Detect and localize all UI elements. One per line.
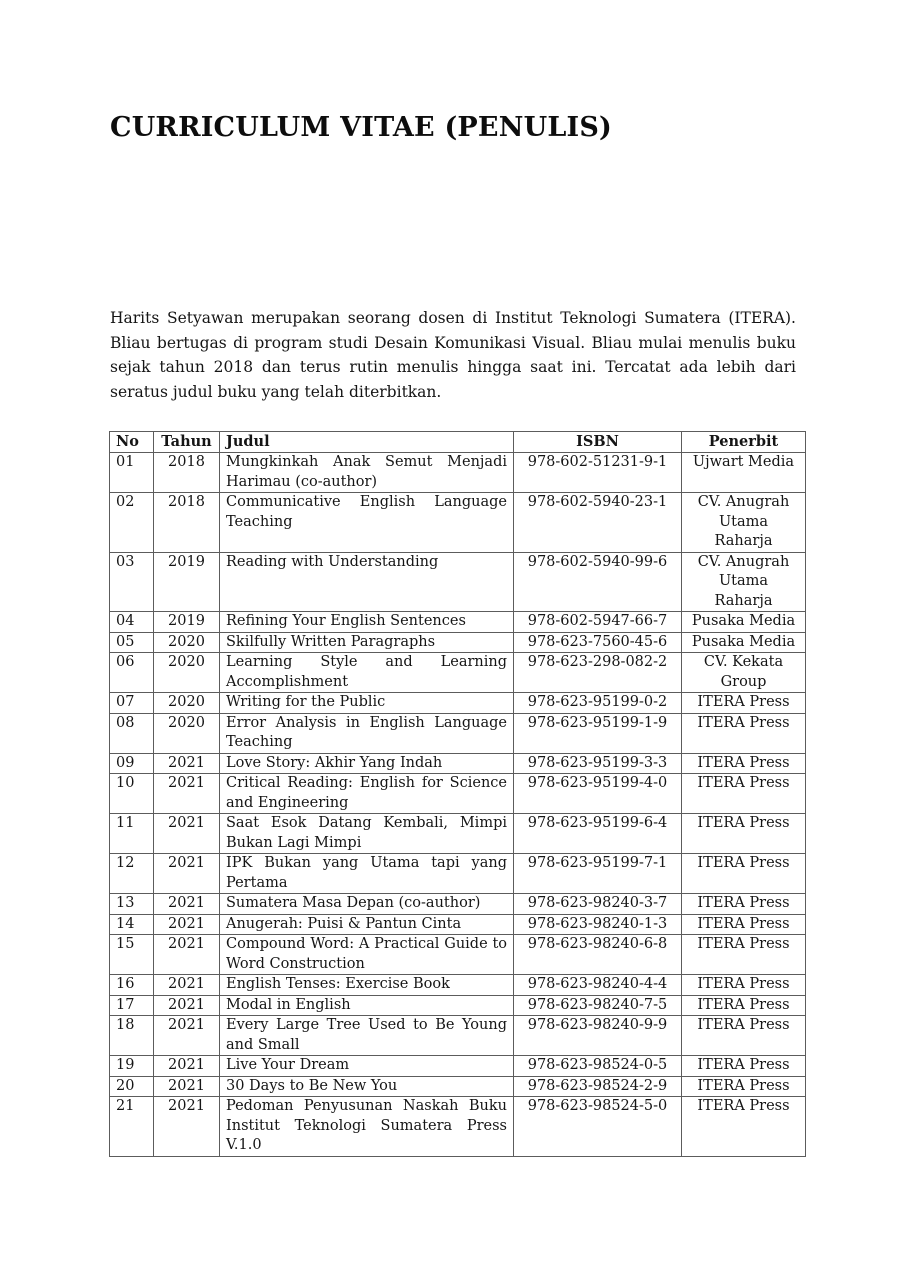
header-isbn: ISBN [514,432,682,453]
table-row [110,713,806,753]
cell-publisher: ITERA Press [682,914,806,935]
cell-no: 19 [110,1056,154,1077]
cell-year: 2018 [154,493,220,553]
table-row [110,1016,806,1056]
cell-isbn: 978-623-95199-7-1 [514,854,682,894]
cell-isbn: 978-623-98240-3-7 [514,894,682,915]
cell-title: Compound Word: A Practical Guide to Word Construction [220,935,514,975]
cell-isbn: 978-623-98524-5-0 [514,1097,682,1157]
cell-no: 12 [110,854,154,894]
cell-isbn: 978-623-95199-0-2 [514,693,682,714]
cell-no: 05 [110,632,154,653]
cell-isbn: 978-623-95199-4-0 [514,774,682,814]
cell-no: 08 [110,713,154,753]
cell-publisher: ITERA Press [682,693,806,714]
cell-isbn: 978-623-98240-9-9 [514,1016,682,1056]
cell-isbn: 978-623-95199-3-3 [514,753,682,774]
cell-title: Pedoman Penyusunan Naskah Buku Institut Teknologi Sumatera Press V.1.0 [220,1097,514,1157]
cell-publisher: ITERA Press [682,1076,806,1097]
cell-no: 17 [110,995,154,1016]
table-row [110,814,806,854]
cell-title: Writing for the Public [220,693,514,714]
cell-publisher: ITERA Press [682,995,806,1016]
cell-isbn: 978-602-5940-23-1 [514,493,682,553]
table-row [110,493,806,553]
cell-year: 2018 [154,453,220,493]
cell-year: 2021 [154,935,220,975]
books-table [109,431,806,1157]
cell-no: 09 [110,753,154,774]
cell-publisher: CV. Kekata Group [682,653,806,693]
table-row [110,995,806,1016]
table-row [110,975,806,996]
table-row [110,552,806,612]
cell-title: IPK Bukan yang Utama tapi yang Pertama [220,854,514,894]
cell-publisher: ITERA Press [682,854,806,894]
cell-publisher: Pusaka Media [682,612,806,633]
page-title: CURRICULUM VITAE (PENULIS) [110,112,613,143]
cell-isbn: 978-623-98240-1-3 [514,914,682,935]
cell-title: Saat Esok Datang Kembali, Mimpi Bukan Lagi Mimpi [220,814,514,854]
cell-year: 2020 [154,693,220,714]
cell-title: Critical Reading: English for Science and Engineering [220,774,514,814]
cell-year: 2019 [154,612,220,633]
table-row [110,774,806,814]
cell-year: 2021 [154,894,220,915]
cell-title: 30 Days to Be New You [220,1076,514,1097]
table-row [110,1076,806,1097]
cell-no: 15 [110,935,154,975]
header-title: Judul [220,432,514,453]
cell-publisher: ITERA Press [682,814,806,854]
intro-paragraph: Harits Setyawan merupakan seorang dosen di Institut Teknologi Sumatera (ITERA). Bliau bertugas di program studi Desain Komunikasi Visual. Bliau mulai menulis buku sejak tahun 2018 dan terus rutin menulis hingga saat ini. Tercatat ada lebih dari seratus judul buku yang telah diterbitkan. [110,309,796,401]
cell-year: 2021 [154,774,220,814]
cell-title: Refining Your English Sentences [220,612,514,633]
header-no: No [110,432,154,453]
cell-year: 2021 [154,914,220,935]
cell-publisher: ITERA Press [682,894,806,915]
cell-title: Learning Style and Learning Accomplishment [220,653,514,693]
table-header-row [110,432,806,453]
cell-no: 04 [110,612,154,633]
cell-year: 2021 [154,814,220,854]
cell-publisher: ITERA Press [682,774,806,814]
cell-publisher: ITERA Press [682,753,806,774]
table-row [110,453,806,493]
table-row [110,914,806,935]
cell-title: Reading with Understanding [220,552,514,612]
cell-title: Mungkinkah Anak Semut Menjadi Harimau (co-author) [220,453,514,493]
table-row [110,693,806,714]
cell-no: 03 [110,552,154,612]
cell-isbn: 978-623-98240-7-5 [514,995,682,1016]
header-year: Tahun [154,432,220,453]
cell-year: 2021 [154,1056,220,1077]
cell-title: Error Analysis in English Language Teaching [220,713,514,753]
table-row [110,935,806,975]
table-row [110,753,806,774]
cell-publisher: ITERA Press [682,935,806,975]
cell-title: Live Your Dream [220,1056,514,1077]
table-row [110,612,806,633]
cell-no: 10 [110,774,154,814]
cell-year: 2020 [154,632,220,653]
cell-publisher: Ujwart Media [682,453,806,493]
cell-isbn: 978-623-98524-0-5 [514,1056,682,1077]
cell-no: 11 [110,814,154,854]
cell-publisher: ITERA Press [682,713,806,753]
cell-title: Skilfully Written Paragraphs [220,632,514,653]
cell-title: Modal in English [220,995,514,1016]
cell-title: Anugerah: Puisi & Pantun Cinta [220,914,514,935]
cell-isbn: 978-623-95199-1-9 [514,713,682,753]
cell-year: 2021 [154,995,220,1016]
cell-no: 07 [110,693,154,714]
cell-year: 2019 [154,552,220,612]
cell-publisher: ITERA Press [682,1056,806,1077]
table-row [110,894,806,915]
cell-no: 18 [110,1016,154,1056]
cell-year: 2021 [154,1076,220,1097]
cell-publisher: CV. Anugrah Utama Raharja [682,493,806,553]
cell-publisher: CV. Anugrah Utama Raharja [682,552,806,612]
cell-publisher: ITERA Press [682,1016,806,1056]
cell-no: 02 [110,493,154,553]
cell-no: 14 [110,914,154,935]
cell-isbn: 978-602-5940-99-6 [514,552,682,612]
table-row [110,1056,806,1077]
cell-publisher: ITERA Press [682,1097,806,1157]
table-row [110,632,806,653]
cell-year: 2021 [154,753,220,774]
cell-publisher: Pusaka Media [682,632,806,653]
cell-publisher: ITERA Press [682,975,806,996]
cell-isbn: 978-602-51231-9-1 [514,453,682,493]
cell-no: 13 [110,894,154,915]
cell-isbn: 978-623-95199-6-4 [514,814,682,854]
cell-year: 2021 [154,1016,220,1056]
header-publisher: Penerbit [682,432,806,453]
cell-year: 2021 [154,854,220,894]
cell-no: 06 [110,653,154,693]
cell-year: 2021 [154,975,220,996]
cell-no: 01 [110,453,154,493]
cell-isbn: 978-623-98524-2-9 [514,1076,682,1097]
cell-title: English Tenses: Exercise Book [220,975,514,996]
cell-year: 2020 [154,653,220,693]
cell-year: 2020 [154,713,220,753]
cell-title: Every Large Tree Used to Be Young and Small [220,1016,514,1056]
table-row [110,854,806,894]
cell-title: Communicative English Language Teaching [220,493,514,553]
cell-title: Sumatera Masa Depan (co-author) [220,894,514,915]
cell-no: 16 [110,975,154,996]
cell-isbn: 978-623-7560-45-6 [514,632,682,653]
cell-title: Love Story: Akhir Yang Indah [220,753,514,774]
table-row [110,1097,806,1157]
cell-isbn: 978-602-5947-66-7 [514,612,682,633]
cell-year: 2021 [154,1097,220,1157]
table-row [110,653,806,693]
cell-isbn: 978-623-98240-4-4 [514,975,682,996]
cell-isbn: 978-623-98240-6-8 [514,935,682,975]
cell-no: 21 [110,1097,154,1157]
cell-no: 20 [110,1076,154,1097]
cell-isbn: 978-623-298-082-2 [514,653,682,693]
table-body [110,453,806,1157]
